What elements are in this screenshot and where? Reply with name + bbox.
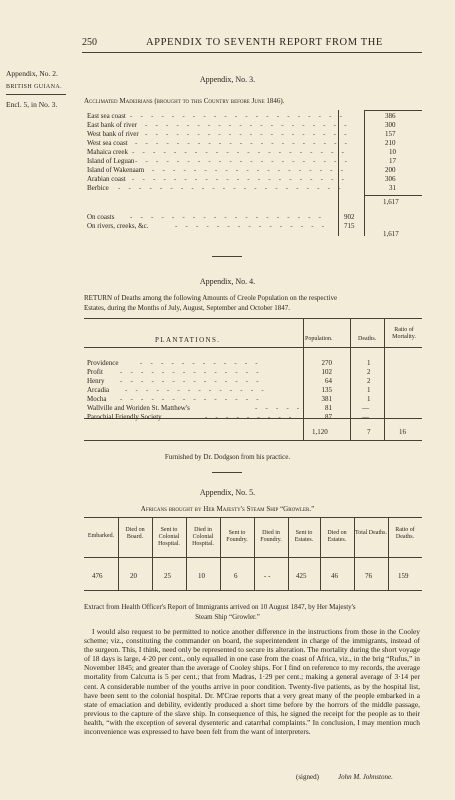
col-header-embarked: Embarked. — [87, 533, 115, 539]
value-died-on-board: 20 — [130, 572, 137, 580]
appendix3-row-label: East bank of river — [87, 121, 137, 129]
appendix4-heading: Appendix, No. 4. — [199, 277, 256, 286]
margin-note-enclosure: Encl. 5, in No. 3. — [6, 100, 58, 109]
plantation-name: Arcadia — [87, 386, 110, 394]
section-divider — [212, 472, 242, 473]
table-rule — [303, 318, 304, 440]
table-rule — [84, 318, 422, 319]
plantation-name: Profit — [87, 368, 103, 376]
leader-dots: - - - - - - - - - - - - - - - - - - - - - — [132, 148, 348, 156]
table-rule — [320, 517, 321, 590]
leader-dots: - - - - - - - - - — [205, 413, 295, 421]
table-rule — [84, 517, 422, 518]
appendix3-row-value: 200 — [385, 166, 396, 174]
plantation-name: Mocha — [87, 395, 107, 403]
appendix3-col-rule-2 — [364, 110, 365, 236]
table-rule — [220, 517, 221, 590]
total-deaths: 7 — [367, 428, 371, 436]
value-total-deaths: 76 — [365, 572, 372, 580]
col-header-died-foundry: Died in Foundry. — [260, 530, 282, 543]
appendix3-row-value: 157 — [385, 130, 396, 138]
appendix3-row-label: East sea coast — [87, 112, 126, 120]
col-header-ratio: Ratio of Mortality. — [392, 327, 416, 340]
plantation-population: 87 — [325, 413, 332, 421]
plantation-deaths: 2 — [367, 368, 371, 376]
appendix3-total-rule — [364, 195, 422, 196]
table-rule — [254, 517, 255, 590]
value-ratio-deaths: 159 — [398, 572, 409, 580]
plantation-deaths: 1 — [367, 386, 371, 394]
leader-dots: - - - - - - - - - - - - - - - - - - - - - — [132, 175, 348, 183]
appendix3-summary-label: On rivers, creeks, &c. — [87, 222, 149, 230]
total-population: 1,120 — [312, 428, 328, 436]
plantation-deaths: 1 — [367, 395, 371, 403]
table-rule — [288, 517, 289, 590]
appendix3-row-value: 386 — [385, 112, 396, 120]
table-rule — [84, 557, 422, 558]
margin-rule — [6, 94, 66, 95]
appendix3-row-value: 300 — [385, 121, 396, 129]
leader-dots: - - - - - - - - - - - - - - - - - - - — [152, 166, 347, 174]
signature: John M. Johnstone. — [338, 773, 393, 781]
col-header-died-estates: Died on Estates. — [327, 530, 347, 543]
leader-dots: - - - - - - - - - - - - - - - - - - - - - — [135, 139, 351, 147]
margin-note-colony: BRITISH GUIANA. — [6, 84, 62, 90]
leader-dots: - - - - - - - - - - - - - - - - - - - - - — [130, 112, 346, 120]
leader-dots: - - - - - - - - - - - - - - - — [175, 222, 328, 230]
appendix3-row-value: 17 — [389, 157, 396, 165]
appendix3-row-label: West bank of river — [87, 130, 139, 138]
appendix5-caption: Africans brought by Her Majesty's Steam Ship “Growler.” — [140, 505, 315, 513]
leader-dots: - - - - - - - - - - - - - - - - - - - - - — [135, 157, 351, 165]
leader-dots: - - - - - - - - - - - - - - - - - - - — [130, 213, 325, 221]
appendix3-row-label: Arabian coast — [87, 175, 126, 183]
header-rule — [82, 52, 422, 53]
appendix3-row-label: West sea coast — [87, 139, 128, 147]
extract-title-line2: Steam Ship “Growler.” — [195, 613, 260, 621]
table-rule — [84, 440, 422, 441]
leader-dots: - - - - - - - - - - - - - - — [120, 368, 262, 376]
value-died-estates: 46 — [331, 572, 338, 580]
mortality-ratio: 16 — [399, 428, 406, 436]
plantation-population: 102 — [321, 368, 332, 376]
appendix3-row-value: 31 — [389, 184, 396, 192]
leader-dots: - - - - - - - - - - - - - - — [125, 386, 267, 394]
appendix3-row-label: Berbice — [87, 184, 109, 192]
appendix3-summary-value: 715 — [344, 222, 355, 230]
col-header-sent-hospital: Sent to Colonial Hospital. — [158, 527, 180, 547]
plantation-name: Henry — [87, 377, 105, 385]
plantation-deaths: — — [362, 413, 369, 421]
plantation-population: 381 — [321, 395, 332, 403]
leader-dots: - - - - - - - - - - - - - - - - - - - - - - — [118, 184, 344, 192]
appendix4-caption-line1: RETURN of Deaths among the following Amounts of Creole Population on the respective — [84, 294, 338, 302]
table-rule — [354, 517, 355, 590]
value-sent-hospital: 25 — [164, 572, 171, 580]
col-header-total-deaths: Total Deaths. — [355, 530, 387, 536]
col-header-deaths: Deaths. — [358, 336, 377, 342]
appendix3-row-value: 10 — [389, 148, 396, 156]
plantation-deaths: 1 — [367, 359, 371, 367]
table-rule — [384, 318, 385, 440]
plantation-name: Wallville and Woriden St. Matthew's — [87, 404, 190, 412]
page-number: 250 — [82, 37, 97, 48]
appendix3-row-label: Island of Wakenaam — [87, 166, 145, 174]
col-header-died-on-board: Died on Board. — [125, 527, 145, 540]
leader-dots: - - - - - - - - - - - - - - — [120, 377, 262, 385]
appendix4-footnote: Furnished by Dr. Dodgson from his practice. — [164, 453, 291, 461]
value-died-foundry: - - — [264, 572, 271, 580]
plantation-name: Parochial Friendly Society — [87, 413, 162, 421]
plantation-population: 135 — [321, 386, 332, 394]
signed-label: (signed) — [296, 773, 319, 781]
col-header-ratio-deaths: Ratio of Deaths. — [395, 527, 415, 540]
col-header-sent-estates: Sent to Estates. — [294, 530, 314, 543]
leader-dots: - - - - - - - - - - - - - - - - - - - - — [145, 121, 350, 129]
plantation-name: Providence — [87, 359, 119, 367]
appendix3-total: 1,617 — [383, 198, 399, 206]
appendix3-summary-total: 1,617 — [383, 230, 399, 238]
col-header-population: Population. — [305, 336, 333, 342]
table-rule — [84, 590, 422, 591]
appendix5-heading: Appendix, No. 5. — [199, 488, 256, 497]
col-header-plantations: PLANTATIONS. — [155, 336, 221, 344]
appendix3-summary-label: On coasts — [87, 213, 115, 221]
appendix3-top-rule — [364, 110, 422, 111]
value-sent-foundry: 6 — [234, 572, 238, 580]
leader-dots: - - - - - - - - - - - - — [140, 359, 261, 367]
table-rule — [84, 347, 422, 348]
appendix3-heading: Appendix, No. 3. — [199, 75, 256, 84]
plantation-population: 270 — [321, 359, 332, 367]
value-sent-estates: 425 — [296, 572, 307, 580]
appendix3-caption: Acclimated Madeirians (brought to this Country before June 1846). — [84, 97, 285, 105]
appendix4-caption-line2: Estates, during the Months of July, August, September and October 1847. — [84, 304, 291, 312]
appendix3-row-label: Mahaica creek — [87, 148, 128, 156]
leader-dots: - - - - - - - - - - - - - - - - - - - - — [145, 130, 350, 138]
appendix3-summary-value: 902 — [344, 213, 355, 221]
col-header-died-hospital: Died in Colonial Hospital. — [192, 527, 214, 547]
appendix3-row-label: Island of Leguan — [87, 157, 135, 165]
section-divider — [212, 256, 242, 257]
table-rule — [350, 318, 351, 440]
plantation-population: 64 — [325, 377, 332, 385]
plantation-population: 81 — [325, 404, 332, 412]
plantation-deaths: 2 — [367, 377, 371, 385]
extract-body: I would also request to be permitted to notice another difference in the instructions from those in the Cooley scheme; viz., constituting the commander on board, the superintendent in charge of the immigrants, instead of the surgeon. This, I think, need only be represented to secure its alteration. The mortality during the short voyage of 18 days is large, 4·20 per cent., only equalled in one case from the coast of Africa, viz., in the brig “Rufus,” in November 1845; and greater than the average of Cooley ships. For I find on reference to my records, the average mortality from Calcutta is 5 per cent.; that from Madras, 1·29 per cent.; making a general average of 3·14 per cent. A considerable number of the youths arrive in poor condition. Twenty-five patients, as by the hospital list, have been sent to the colonial hospital. Dr. M'Crae reports that a very great many of the people embarked in a state of emaciation and debility, evidently produced a short time before by the horrors of the middle passage, previous to the capture of the slave ship. In consequence of this, he signed the receipt for the people as to their health, “with the exception of several dysenteric and catarrhal complaints.” In conclusion, I may mention much inconvenience was expressed to have been felt from the want of interpreters. — [84, 627, 420, 737]
plantation-deaths: — — [362, 404, 369, 412]
value-died-hospital: 10 — [198, 572, 205, 580]
leader-dots: - - - - - — [255, 404, 303, 412]
running-title: APPENDIX TO SEVENTH REPORT FROM THE — [146, 37, 383, 48]
margin-note-appendix: Appendix, No. 2. — [6, 69, 58, 78]
extract-title-line1: Extract from Health Officer's Report of Immigrants arrived on 10 August 1847, by Her Majesty's — [84, 603, 356, 611]
leader-dots: - - - - - - - - - - - - - - — [120, 395, 262, 403]
appendix3-row-value: 306 — [385, 175, 396, 183]
appendix3-row-value: 210 — [385, 139, 396, 147]
col-header-sent-foundry: Sent to Foundry. — [226, 530, 248, 543]
value-embarked: 476 — [92, 572, 103, 580]
